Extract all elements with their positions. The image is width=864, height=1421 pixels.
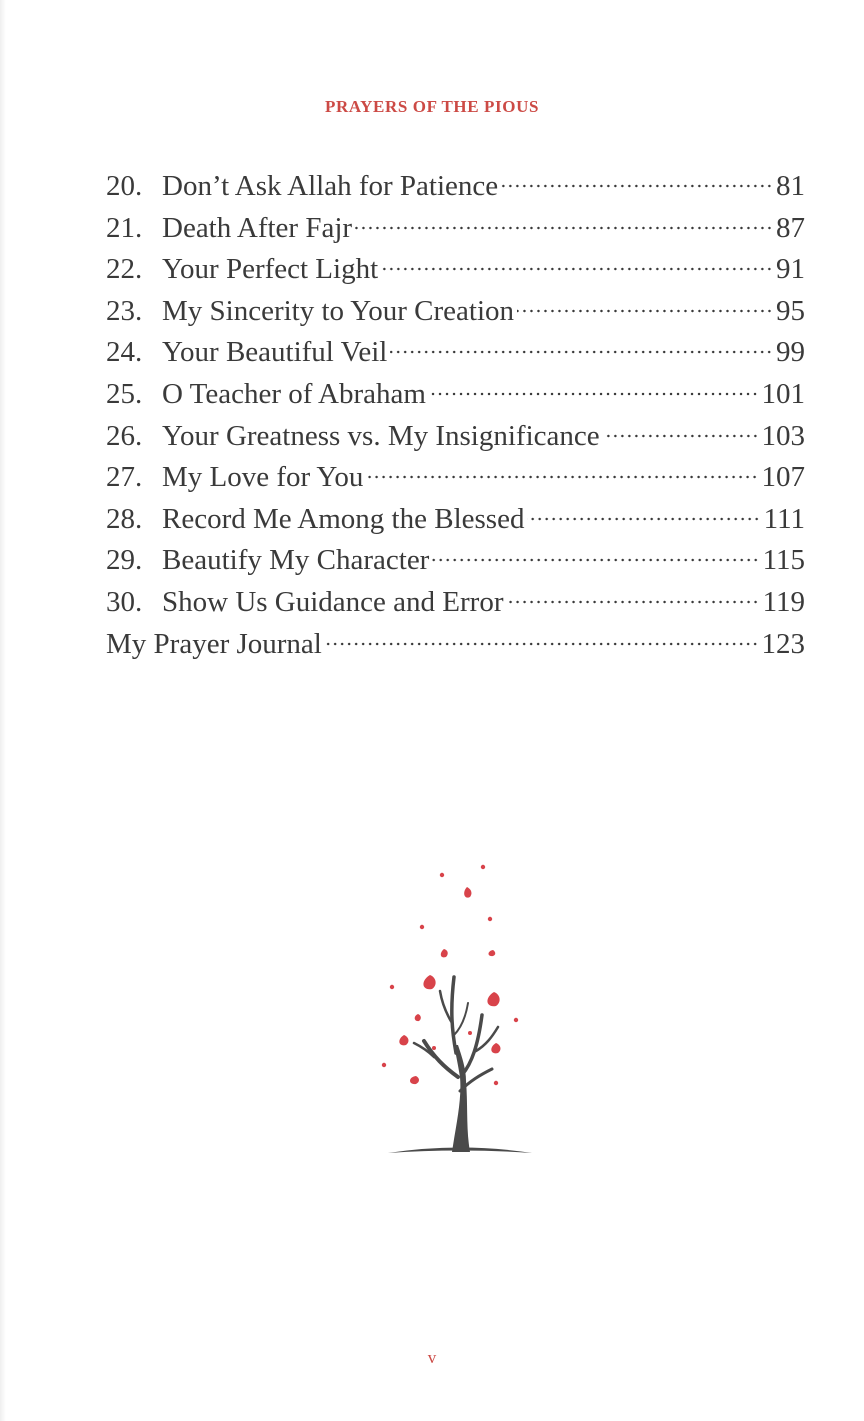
toc-entry-title: My Sincerity to Your Creation — [162, 294, 515, 327]
toc-entry-number: 20. — [106, 170, 143, 202]
toc-entry-page: 119 — [762, 585, 805, 618]
dot-leader — [506, 600, 759, 604]
toc-entry-number: 27. — [106, 461, 143, 494]
dot-leader — [366, 475, 758, 479]
toc-entry[interactable] — [106, 416, 805, 458]
running-head: PRAYERS OF THE PIOUS — [325, 97, 539, 116]
toc-entry-page: 123 — [761, 627, 805, 660]
dot-leader — [501, 184, 773, 188]
toc-entry-page: 101 — [761, 377, 805, 410]
toc-entry-prayer-journal[interactable] — [106, 624, 805, 666]
toc-entry-title: My Love for You — [162, 461, 364, 494]
toc-entry-page: 91 — [776, 253, 805, 286]
dot-leader — [355, 226, 773, 230]
dot-leader — [381, 267, 773, 271]
dot-leader — [325, 642, 759, 646]
toc-entry-number: 30. — [106, 585, 143, 618]
table-of-contents — [106, 166, 805, 665]
toc-entry-number: 23. — [106, 294, 143, 327]
toc-entry[interactable] — [106, 582, 805, 624]
toc-entry-number: 26. — [106, 419, 143, 452]
dot-leader — [603, 434, 759, 438]
toc-entry-number: 25. — [106, 377, 143, 410]
toc-entry[interactable] — [106, 208, 805, 250]
toc-entry[interactable] — [106, 540, 805, 582]
toc-entry-page: 111 — [763, 502, 805, 535]
toc-entry[interactable] — [106, 332, 805, 374]
toc-entry-title: Your Perfect Light — [162, 253, 379, 286]
toc-entry-page: 95 — [776, 294, 805, 327]
toc-entry[interactable] — [106, 499, 805, 541]
toc-entry[interactable] — [106, 457, 805, 499]
toc-entry-title: O Teacher of Abraham — [162, 377, 426, 410]
toc-entry[interactable] — [106, 166, 805, 208]
toc-entry-number: 21. — [106, 211, 143, 244]
toc-entry-page: 107 — [761, 461, 805, 494]
toc-entry-page: 87 — [776, 211, 805, 244]
dot-leader — [390, 350, 773, 354]
page-edge-shadow — [0, 0, 6, 1421]
toc-entry-number: 22. — [106, 253, 143, 286]
dot-leader — [517, 309, 773, 313]
dot-leader — [527, 517, 760, 521]
toc-entry-title: My Prayer Journal — [106, 627, 322, 660]
toc-entry-number: 28. — [106, 502, 143, 535]
toc-entry[interactable] — [106, 374, 805, 416]
toc-entry-title: Show Us Guidance and Error — [162, 585, 504, 618]
toc-entry-title: Don’t Ask Allah for Patience — [162, 170, 499, 202]
toc-entry-page: 103 — [761, 419, 805, 452]
toc-entry-page: 99 — [776, 336, 805, 369]
toc-entry[interactable] — [106, 291, 805, 333]
toc-entry-title: Your Greatness vs. My Insignificance — [162, 419, 600, 452]
toc-entry-number: 24. — [106, 336, 143, 369]
toc-entry-title: Beautify My Character — [162, 544, 430, 577]
toc-entry-title: Death After Fajr — [162, 211, 353, 244]
toc-entry-number: 29. — [106, 544, 143, 577]
toc-entry-title: Record Me Among the Blessed — [162, 502, 525, 535]
tree-with-falling-leaves-icon — [380, 855, 540, 1165]
toc-entry-title: Your Beautiful Veil — [162, 336, 388, 369]
page-number: v — [427, 1348, 437, 1367]
toc-entry[interactable] — [106, 249, 805, 291]
dot-leader — [429, 392, 759, 396]
toc-entry-page: 115 — [762, 544, 805, 577]
dot-leader — [432, 558, 759, 562]
toc-entry-page: 81 — [776, 170, 805, 202]
